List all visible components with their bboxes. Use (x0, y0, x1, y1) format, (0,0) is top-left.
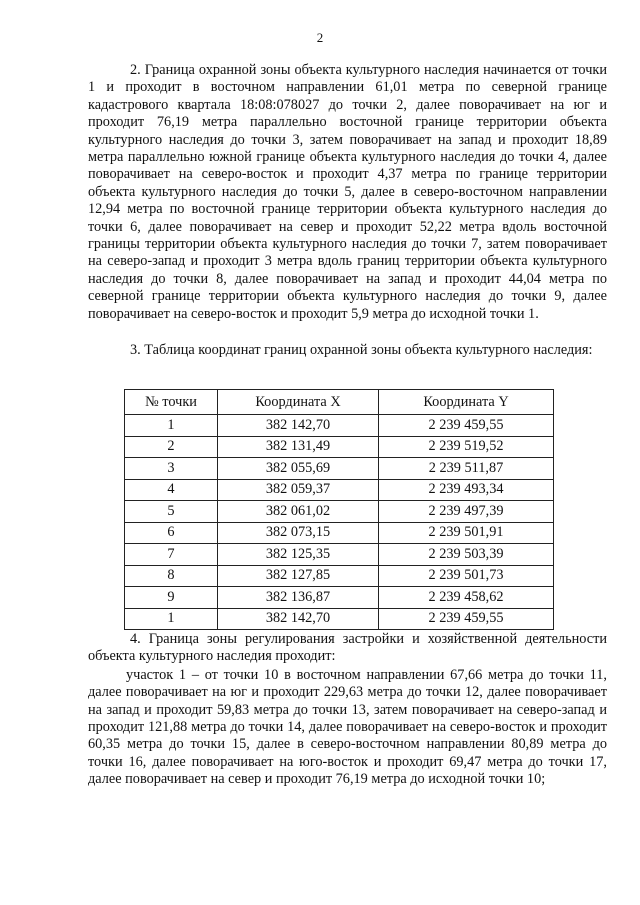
coordinate-x: 382 131,49 (218, 436, 379, 458)
section-3 (88, 342, 607, 359)
table-row (125, 608, 554, 630)
coordinate-x: 382 055,69 (218, 458, 379, 480)
header-coordinate-y: Координата Y (379, 390, 554, 415)
table-row (125, 415, 554, 437)
coordinate-x: 382 142,70 (218, 608, 379, 630)
point-number: 5 (125, 501, 218, 523)
section-2-text: 2. Граница охранной зоны объекта культурного наследия начинается от точки 1 и проходит в восточном направлении 61,01 метра по северной границе кадастрового квартала 18:08:078027 до точки 2, далее поворачивает на юг и проходит 76,19 метра параллельно восточной границе территории объекта культурного наследия до точки 3, затем поворачивает на запад и проходит 18,89 метра параллельно южной границе объекта культурного наследия до точки 4, далее поворачивает на северо-восток и проходит 4,37 метра по границе территории объекта культурного наследия до точки 5, далее в северо-восточном направлении 12,94 метра по восточной границе территории объекта культурного наследия до точки 6, далее поворачивает на север и проходит 52,22 метра вдоль восточной границы территории объекта культурного наследия до точки 7, затем поворачивает на северо-запад и проходит 3 метра вдоль границ территории объекта культурного наследия до точки 8, далее поворачивает на запад и проходит 44,04 метра по северной границе территории объекта культурного наследия до точки 9, далее поворачивает на северо-восток и проходит 5,9 метра до исходной точки 1. (88, 62, 607, 322)
section-4-heading: 4. Граница зоны регулирования застройки и хозяйственной деятельности объекта культурного наследия проходит: (88, 631, 607, 665)
coordinate-x: 382 059,37 (218, 479, 379, 501)
point-number: 4 (125, 479, 218, 501)
table-row (125, 436, 554, 458)
point-number: 8 (125, 565, 218, 587)
coordinate-x: 382 073,15 (218, 522, 379, 544)
coordinate-y: 2 239 503,39 (379, 544, 554, 566)
coordinate-y: 2 239 519,52 (379, 436, 554, 458)
table-row (125, 501, 554, 523)
coordinate-x: 382 125,35 (218, 544, 379, 566)
coordinate-y: 2 239 459,55 (379, 608, 554, 630)
table-row (125, 458, 554, 480)
page-number: 2 (316, 30, 324, 45)
point-number: 3 (125, 458, 218, 480)
coordinate-y: 2 239 493,34 (379, 479, 554, 501)
point-number: 6 (125, 522, 218, 544)
point-number: 2 (125, 436, 218, 458)
coordinate-x: 382 142,70 (218, 415, 379, 437)
section-4 (88, 631, 607, 789)
coordinate-x: 382 136,87 (218, 587, 379, 609)
section-4-part-1: участок 1 – от точки 10 в восточном направлении 67,66 метра до точки 11, далее поворачивает на юг и проходит 229,63 метра до точки 12, далее поворачивает на запад и проходит 59,83 метра до точки 13, затем поворачивает на северо-запад и проходит 121,88 метра до точки 14, далее поворачивает на северо-восток и проходит 60,35 метра до точки 15, далее в северо-восточном направлении 80,89 метра до точки 16, далее поворачивает на юго-восток и проходит 69,47 метра до точки 17, далее поворачивает на север и проходит 76,19 метра до исходной точки 10; (88, 666, 607, 788)
table-row (125, 565, 554, 587)
section-2 (88, 62, 607, 323)
point-number: 1 (125, 608, 218, 630)
table-header-row (125, 390, 554, 415)
coordinates-table (124, 389, 554, 630)
table-row (125, 479, 554, 501)
coordinate-y: 2 239 497,39 (379, 501, 554, 523)
coordinate-x: 382 061,02 (218, 501, 379, 523)
table-row (125, 544, 554, 566)
point-number: 9 (125, 587, 218, 609)
header-point-number: № точки (125, 390, 218, 415)
coordinate-y: 2 239 501,73 (379, 565, 554, 587)
table-row (125, 587, 554, 609)
coordinate-x: 382 127,85 (218, 565, 379, 587)
coordinate-y: 2 239 501,91 (379, 522, 554, 544)
section-3-heading: 3. Таблица координат границ охранной зоны объекта культурного наследия: (130, 342, 593, 358)
table-row (125, 522, 554, 544)
coordinate-y: 2 239 458,62 (379, 587, 554, 609)
point-number: 7 (125, 544, 218, 566)
coordinate-y: 2 239 511,87 (379, 458, 554, 480)
header-coordinate-x: Координата X (218, 390, 379, 415)
point-number: 1 (125, 415, 218, 437)
coordinate-y: 2 239 459,55 (379, 415, 554, 437)
